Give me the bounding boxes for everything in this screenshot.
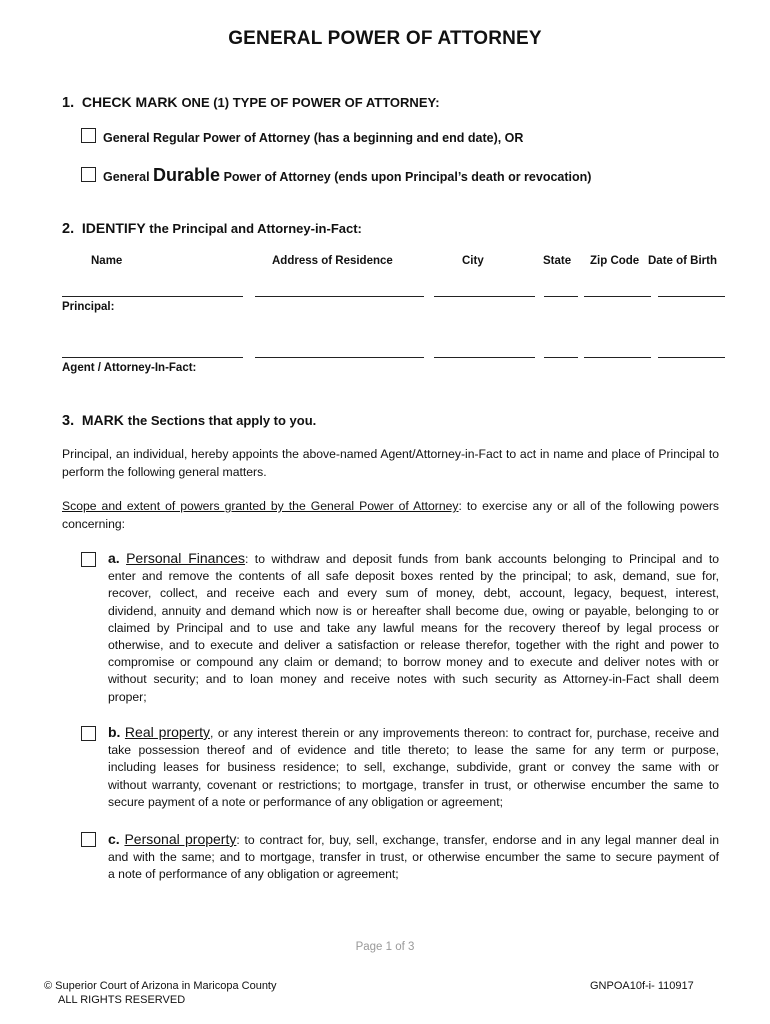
section-2-number: 2. xyxy=(62,221,75,237)
personal-property-paragraph xyxy=(108,831,719,884)
section-1-heading-lead: CHECK MARK xyxy=(81,94,178,110)
column-header-name: Name xyxy=(91,255,123,267)
page-title: GENERAL POWER OF ATTORNEY xyxy=(228,28,542,49)
item-c-title: Personal property xyxy=(124,831,237,847)
scope-underlined: Scope and extent of powers granted by the General Power of Attorney xyxy=(62,499,459,513)
section-2-heading-lead: IDENTIFY xyxy=(81,220,146,236)
agent-state-field[interactable] xyxy=(544,357,578,358)
item-b-line: take possession thereof and of evidence and title thereto; to lease the same for any term or purpose, xyxy=(108,743,719,758)
item-a-line: enter and remove the contents of all safe deposit boxes rented by the principal; to ask, demand, sue for, xyxy=(108,569,719,584)
item-a-line: claimed by Principal and to use and take any lawful means for the recovery thereof by legal process or xyxy=(108,620,719,635)
item-c-letter: c. xyxy=(108,831,120,847)
item-a-title: Personal Finances xyxy=(126,550,246,566)
item-c-first-rest: : to contract for, buy, sell, exchange, transfer, endorse and in any legal manner deal in xyxy=(236,833,719,847)
column-header-address: Address of Residence xyxy=(272,255,393,267)
durable-poa-label xyxy=(103,165,591,186)
column-header-zip: Zip Code xyxy=(590,255,640,267)
personal-finances-checkbox[interactable] xyxy=(81,552,96,567)
item-b-line: secure payment of a note or performance of any obligation or agreement; xyxy=(108,794,503,809)
item-a-line: dividend, annuity and demand which now is or hereafter shall become due, owing or payable, belonging to or xyxy=(108,603,719,618)
column-header-dob: Date of Birth xyxy=(648,255,717,267)
item-c-line: a note of performance of any obligation or agreement; xyxy=(108,867,399,882)
form-code: GNPOA10f-i- 110917 xyxy=(590,980,694,992)
personal-finances-paragraph xyxy=(108,550,719,706)
principal-dob-field[interactable] xyxy=(658,296,725,297)
item-b-first-rest: , or any interest therein or any improvements thereon: to contract for, purchase, receive and xyxy=(210,726,719,740)
section-1-heading-rest: ONE (1) TYPE OF POWER OF ATTORNEY: xyxy=(181,95,440,110)
agent-zip-field[interactable] xyxy=(584,357,651,358)
durable-poa-checkbox[interactable] xyxy=(81,167,96,182)
principal-label: Principal: xyxy=(62,301,115,313)
personal-finances-first-line xyxy=(108,550,719,568)
agent-address-field[interactable] xyxy=(255,357,424,358)
rights-notice: ALL RIGHTS RESERVED xyxy=(58,994,186,1006)
item-b-line: without warranty, covenant or restrictions; to mortgage, transfer in trust, or otherwise encumber the same to xyxy=(108,777,719,792)
scope-paragraph xyxy=(62,498,719,533)
section-2-heading xyxy=(62,220,362,237)
agent-name-field[interactable] xyxy=(62,357,243,358)
copyright-notice: © Superior Court of Arizona in Maricopa County xyxy=(44,980,277,992)
real-property-first-line xyxy=(108,724,719,742)
durable-poa-suffix: Power of Attorney (ends upon Principal’s death or revocation) xyxy=(223,170,592,184)
principal-address-field[interactable] xyxy=(255,296,424,297)
agent-dob-field[interactable] xyxy=(658,357,725,358)
item-a-line: without security; and to loan money and receive notes with such security as Attorney-in-Fact shall deem xyxy=(108,672,719,687)
principal-city-field[interactable] xyxy=(434,296,535,297)
item-a-line: otherwise, and to execute and deliver a satisfaction or release therefor, together with the right and power to xyxy=(108,638,719,653)
principal-name-field[interactable] xyxy=(62,296,243,297)
column-header-city: City xyxy=(462,255,484,267)
item-a-first-rest: : to withdraw and deposit funds from bank accounts belonging to Principal and to xyxy=(245,552,719,566)
item-b-letter: b. xyxy=(108,724,121,740)
section-1-heading xyxy=(62,94,440,111)
scope-rest: : to exercise any or all of the following powers concerning: xyxy=(62,499,719,531)
section-3-heading-lead: MARK xyxy=(81,412,124,428)
section-3-heading xyxy=(62,412,316,429)
regular-poa-checkbox[interactable] xyxy=(81,128,96,143)
personal-property-first-line xyxy=(108,831,719,849)
agent-city-field[interactable] xyxy=(434,357,535,358)
section-3-heading-rest: the Sections that apply to you. xyxy=(127,413,317,428)
page-number: Page 1 of 3 xyxy=(355,941,415,953)
section-1-number: 1. xyxy=(62,95,75,111)
column-header-state: State xyxy=(543,255,572,267)
real-property-paragraph xyxy=(108,724,719,811)
appointment-paragraph: Principal, an individual, hereby appoints the above-named Agent/Attorney-in-Fact to act in name and place of Principal to perform the following general matters. xyxy=(62,447,719,479)
item-a-letter: a. xyxy=(108,550,120,566)
principal-state-field[interactable] xyxy=(544,296,578,297)
item-a-line: proper; xyxy=(108,689,147,704)
section-2-heading-rest: the Principal and Attorney-in-Fact: xyxy=(149,221,362,236)
durable-poa-prefix: General xyxy=(103,170,150,184)
item-c-line: and with the same; and to mortgage, transfer in trust, or otherwise encumber the same to secure payment of xyxy=(108,850,719,865)
real-property-checkbox[interactable] xyxy=(81,726,96,741)
personal-property-checkbox[interactable] xyxy=(81,832,96,847)
item-b-line: including leases for business residence; to sell, exchange, subdivide, grant or convey the same with or xyxy=(108,760,719,775)
durable-poa-emphasis: Durable xyxy=(153,165,221,185)
agent-label: Agent / Attorney-In-Fact: xyxy=(62,362,197,374)
section-3-number: 3. xyxy=(62,413,75,429)
item-b-title: Real property xyxy=(124,724,211,740)
item-a-line: recover, collect, and receive each and every sum of money, debt, account, legacy, bequest, interest, xyxy=(108,586,719,601)
regular-poa-label: General Regular Power of Attorney (has a beginning and end date), OR xyxy=(103,131,524,145)
item-a-line: compromise or compound any claim or demand; to borrow money and to execute and deliver notes with or xyxy=(108,655,719,670)
principal-zip-field[interactable] xyxy=(584,296,651,297)
